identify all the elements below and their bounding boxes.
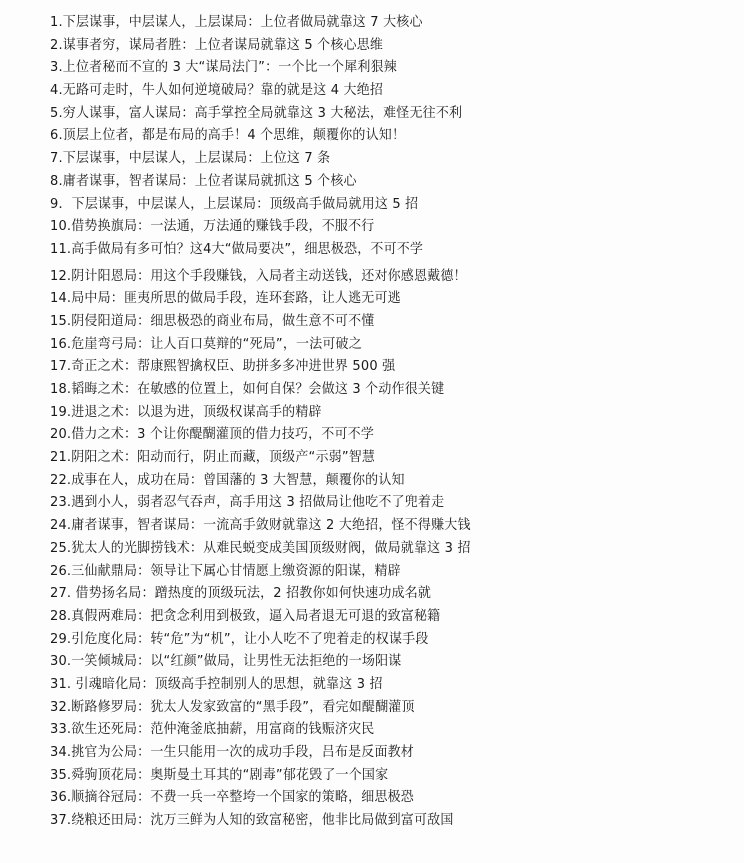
- list-item-26: 26.三仙献鼎局：领导让下属心甘情愿上缴资源的阳谋，精辟: [50, 563, 401, 579]
- list-item-32: 32.断路修罗局：犹太人发家致富的“黑手段”，看完如醍醐灌顶: [50, 699, 415, 715]
- list-item-22: 22.成事在人，成功在局：曾国藩的 3 大智慧，颠覆你的认知: [50, 472, 405, 488]
- list-item-8: 8.庸者谋事，智者谋局：上位者谋局就抓这 5 个核心: [50, 173, 357, 189]
- list-item-35: 35.舜驹顶花局：奥斯曼土耳其的“剧毒”郁花毁了一个国家: [50, 767, 389, 783]
- list-item-28: 28.真假两难局：把贪念利用到极致，逼入局者退无可退的致富秘籍: [50, 608, 441, 624]
- list-item-21: 21.阴阳之术：阳动而行，阴止而藏，顶级产“示弱”智慧: [50, 450, 376, 466]
- list-item-34: 34.挑官为公局：一生只能用一次的成功手段，吕布是反面教材: [50, 745, 414, 760]
- list-item-27: 27. 借势扬名局：蹭热度的顶级玩法，2 招教你如何快速功成名就: [50, 586, 432, 602]
- list-item-2: 2.谋事者穷，谋局者胜：上位者谋局就靠这 5 个核心思维: [50, 37, 384, 53]
- list-item-23: 23.遇到小人，弱者忍气吞声，高手用这 3 招做局让他吃不了兜着走: [50, 495, 445, 511]
- list-item-37: 37.绕粮还田局：沈万三鲜为人知的致富秘密，他非比局做到富可敌国: [50, 813, 454, 829]
- list-item-11: 11.高手做局有多可怕？这4大“做局要决”，细思极恐，不可不学: [50, 241, 424, 257]
- list-item-19: 19.进退之术：以退为进，顶级权谋高手的精辟: [50, 404, 322, 420]
- list-item-20: 20.借力之术：3 个让你醍醐灌顶的借力技巧，不可不学: [50, 427, 375, 443]
- list-item-24: 24.庸者谋事，智者谋局：一流高手敛财就靠这 2 大绝招，怪不得赚大钱: [50, 518, 471, 534]
- list-item-7: 7.下层谋事，中层谋人，上层谋局：上位这 7 条: [50, 151, 331, 167]
- list-item-9: 9．下层谋事，中层谋人，上层谋局：顶级高手做局就用这 5 招: [50, 196, 419, 212]
- list-item-30: 30.一笑倾城局：以“红颜”做局，让男性无法拒绝的一场阳谋: [50, 654, 402, 670]
- list-item-17: 17.奇正之术：帮康熙智擒权臣、助拼多多冲进世界 500 强: [50, 359, 396, 375]
- list-item-4: 4.无路可走时，牛人如何逆境破局？靠的就是这 4 大绝招: [50, 83, 384, 99]
- title-list: [50, 12, 740, 833]
- list-item-12: 12.阴计阳恩局：用这个手段赚钱，入局者主动送钱，还对你感恩戴德！: [50, 268, 467, 284]
- list-item-36: 36.顺摘谷冠局：不费一兵一卒整垮一个国家的策略，细思极恐: [50, 790, 414, 806]
- list-item-29: 29.引危度化局：转“危”为“机”，让小人吃不了兜着走的权谋手段: [50, 631, 429, 647]
- list-item-1: 1.下层谋事，中层谋人，上层谋局：上位者做局就靠这 7 大核心: [50, 15, 423, 30]
- list-item-25: 25.犹太人的光脚捞钱术：从难民蜕变成美国顶级财阀，做局就靠这 3 招: [50, 540, 471, 556]
- list-item-18: 18.韬晦之术：在敏感的位置上，如何自保？会做这 3 个动作很关键: [50, 382, 445, 397]
- list-item-6: 6.顶层上位者，都是布局的高手！4 个思维，颠覆你的认知！: [50, 128, 406, 144]
- list-item-33: 33.欲生还死局：范仲淹釜底抽薪，用富商的钱赈济灾民: [50, 722, 375, 738]
- list-item-10: 10.借势换旗局：一法通，万法通的赚钱手段，不服不行: [50, 219, 375, 235]
- list-item-14: 14.局中局：匪夷所思的做局手段，连环套路，让人逃无可逃: [50, 291, 401, 307]
- list-item-5: 5.穷人谋事，富人谋局：高手掌控全局就靠这 3 大秘法，难怪无往不利: [50, 105, 463, 121]
- list-item-16: 16.危崖弯弓局：让人百口莫辩的“死局”，一法可破之: [50, 336, 362, 352]
- list-item-3: 3.上位者秘而不宣的 3 大“谋局法门”：一个比一个犀利狠辣: [50, 60, 397, 76]
- list-item-15: 15.阴侵阳道局：细思极恐的商业布局，做生意不可不懂: [50, 313, 375, 329]
- list-item-31: 31. 引魂暗化局：顶级高手控制别人的思想，就靠这 3 招: [50, 676, 383, 692]
